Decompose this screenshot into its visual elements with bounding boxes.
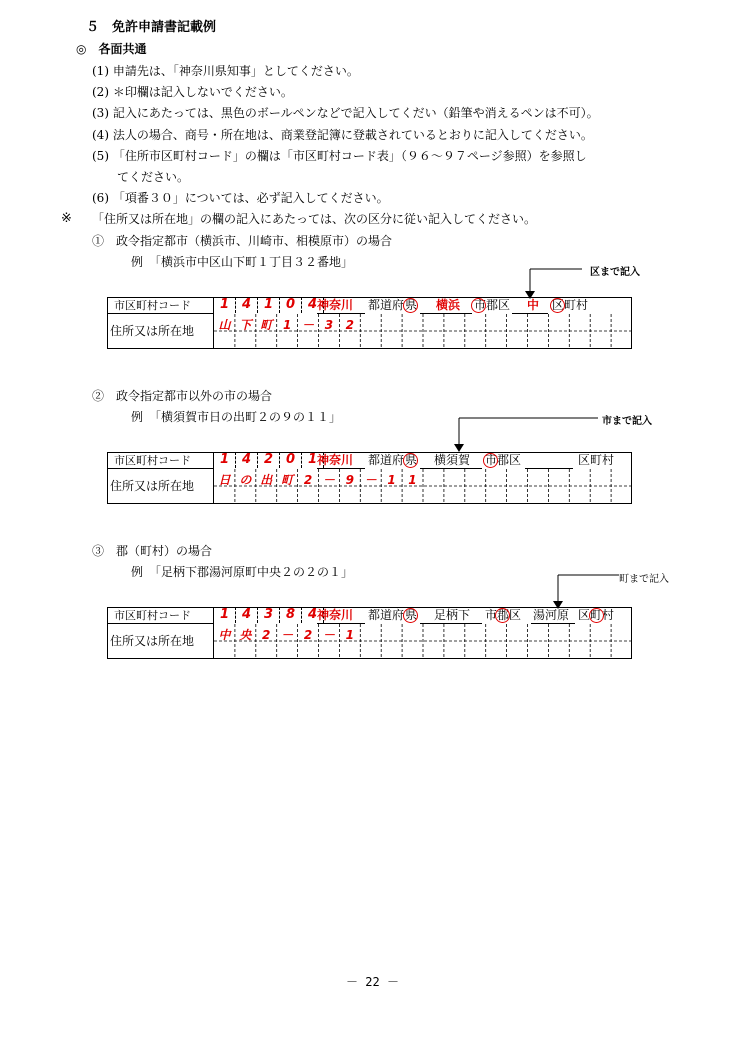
- code-digit: 4: [236, 607, 258, 623]
- item-4: (4) 法人の場合、商号・所在地は、商業登記簿に登載されているとおりに記入してください。: [92, 128, 593, 142]
- underline: [420, 468, 482, 469]
- address-char: 3: [324, 318, 334, 332]
- address-char: 1: [345, 628, 354, 642]
- page-number: － 22 －: [346, 975, 399, 989]
- address-char: 日: [218, 473, 231, 487]
- shi-circle: [483, 453, 498, 468]
- code-digit: 0: [280, 297, 302, 313]
- address-char: －: [281, 628, 294, 642]
- address-char: 下: [239, 318, 252, 332]
- ken-circle: [403, 608, 418, 623]
- case2-title: ② 政令指定都市以外の市の場合: [92, 389, 273, 403]
- case1-note: 区まで記入: [590, 267, 640, 278]
- address-value: [214, 314, 360, 330]
- address-char: 1: [408, 473, 417, 487]
- item-2: (2) ＊印欄は記入しないでください。: [92, 85, 293, 99]
- address-char: 2: [303, 628, 313, 642]
- address-char: 9: [345, 473, 354, 487]
- code-digit: 1: [214, 607, 236, 623]
- city-value: 足柄下: [434, 608, 471, 622]
- pref-value: 神奈川: [317, 608, 354, 622]
- code-digit: 2: [258, 452, 280, 468]
- case1-pref-row: [317, 297, 353, 313]
- code-digit: 1: [258, 297, 280, 313]
- address-char: 2: [262, 628, 271, 642]
- address-label: 住所又は所在地: [108, 314, 214, 348]
- code-digit: 1: [302, 452, 324, 468]
- note-text: 「住所又は所在地」の欄の記入にあたっては、次の区分に従い記入してください。: [92, 212, 537, 226]
- address-char: 中: [218, 628, 231, 642]
- underline: [420, 313, 472, 314]
- item-1: (1) 申請先は、「神奈川県知事」としてください。: [92, 64, 359, 78]
- underline: [317, 623, 365, 624]
- code-digit: 4: [236, 297, 258, 313]
- code-digit: 4: [302, 607, 324, 623]
- address-char: 出: [260, 473, 273, 487]
- address-char: 2: [303, 473, 313, 487]
- common-heading: ◎ 各面共通: [76, 42, 147, 56]
- underline: [525, 468, 573, 469]
- shigun-label: 市郡区: [474, 298, 511, 312]
- kuchoson-label: 区町村: [578, 608, 615, 622]
- shi-circle: [471, 298, 486, 313]
- address-char: 1: [282, 318, 292, 332]
- ken-label: 県: [405, 453, 418, 467]
- address-value: [214, 624, 360, 640]
- address-char: 2: [345, 318, 354, 332]
- ward-value: 湯河原: [533, 608, 570, 622]
- gun-circle: [495, 608, 510, 623]
- section-title: ５ 免許申請書記載例: [86, 20, 217, 35]
- todofuken-label: 都道府: [368, 608, 405, 622]
- address-label: 住所又は所在地: [108, 469, 214, 503]
- case3-pref-row: [317, 607, 353, 623]
- code-digit: 4: [236, 452, 258, 468]
- todofuken-label: 都道府: [368, 298, 405, 312]
- underline: [317, 468, 365, 469]
- address-char: 町: [281, 473, 294, 487]
- case1-title: ① 政令指定都市（横浜市、川崎市、相模原市）の場合: [92, 234, 393, 248]
- code-label: 市区町村コード: [108, 298, 214, 314]
- pref-value: 神奈川: [317, 453, 354, 467]
- item-5-cont: てください。: [117, 170, 190, 184]
- address-value: [214, 469, 423, 485]
- code-label: 市区町村コード: [108, 608, 214, 624]
- address-char: 1: [387, 473, 396, 487]
- kuchoson-label: 区町村: [578, 453, 615, 467]
- underline: [317, 313, 365, 314]
- address-char: の: [239, 473, 252, 487]
- case2-note: 市まで記入: [602, 416, 652, 427]
- underline: [512, 313, 548, 314]
- address-char: －: [364, 473, 377, 487]
- address-char: 町: [260, 318, 273, 332]
- case3-example: 例 「足柄下郡湯河原町中央２の２の１」: [131, 565, 354, 579]
- case2-arrow: [452, 411, 602, 456]
- item-5: (5) 「住所市区町村コード」の欄は「市区町村コード表」（９６～９７ページ参照）を参照し: [92, 149, 587, 163]
- code-digit: 8: [280, 607, 302, 623]
- shigun-label: 市郡区: [485, 453, 522, 467]
- kuchoson-label: 区町村: [552, 298, 589, 312]
- item-3: (3) 記入にあたっては、黒色のボールペンなどで記入してくだい（鉛筆や消えるペンは不可）。: [92, 106, 599, 120]
- cho-circle: [589, 608, 604, 623]
- city-value: 横須賀: [434, 453, 471, 467]
- address-char: －: [302, 318, 315, 332]
- ken-label: 県: [405, 608, 418, 622]
- ken-label: 県: [405, 298, 418, 312]
- case1-arrow: [520, 262, 600, 302]
- case3-note: 町まで記入: [619, 574, 669, 585]
- code-digit: 1: [214, 297, 236, 313]
- ken-circle: [403, 298, 418, 313]
- shigun-label: 市郡区: [485, 608, 522, 622]
- city-value: 横浜: [436, 298, 461, 312]
- pref-value: 神奈川: [317, 298, 354, 312]
- ward-value: 中: [527, 298, 540, 312]
- case2-example: 例 「横須賀市日の出町２の９の１１」: [131, 410, 342, 424]
- address-char: －: [322, 628, 335, 642]
- code-digit: 0: [280, 452, 302, 468]
- item-6: (6) 「項番３０」については、必ず記入してください。: [92, 191, 389, 205]
- case1-example: 例 「横浜市中区山下町１丁目３２番地」: [131, 255, 354, 269]
- address-char: 央: [239, 628, 252, 642]
- address-char: －: [322, 473, 335, 487]
- case3-title: ③ 郡（町村）の場合: [92, 544, 213, 558]
- address-label: 住所又は所在地: [108, 624, 214, 658]
- code-digit: 3: [258, 607, 280, 623]
- underline: [531, 623, 575, 624]
- code-digit: 4: [302, 297, 324, 313]
- case2-pref-row: [317, 452, 353, 468]
- code-digit: 1: [214, 452, 236, 468]
- ken-circle: [403, 453, 418, 468]
- todofuken-label: 都道府: [368, 453, 405, 467]
- underline: [420, 623, 482, 624]
- note-mark: ※: [61, 211, 72, 226]
- address-char: 山: [218, 318, 231, 332]
- ku-circle: [550, 298, 565, 313]
- code-label: 市区町村コード: [108, 453, 214, 469]
